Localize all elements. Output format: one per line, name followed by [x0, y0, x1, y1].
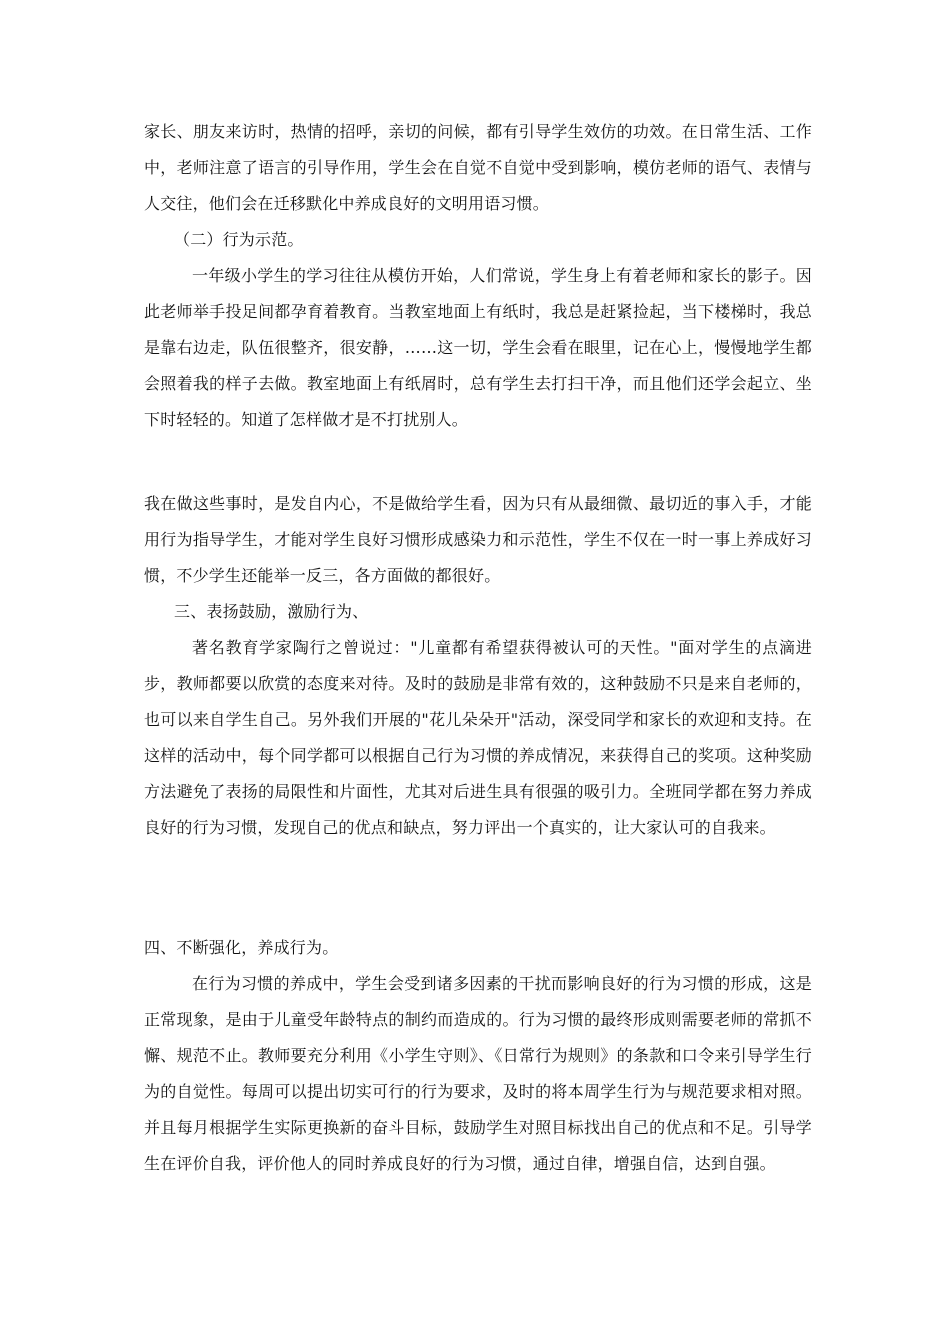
paragraph-sincere-example: 我在做这些事时，是发自内心，不是做给学生看，因为只有从最细微、最切近的事入手，才能用行为指导学生，才能对学生良好习惯形成感染力和示范性，学生不仅在一时一事上养成好习惯，不少学生还能举一反三，各方面做的都很好。: [144, 494, 812, 585]
paragraph-reinforcement: 在行为习惯的养成中，学生会受到诸多因素的干扰而影响良好的行为习惯的形成，这是正常现象，是由于儿童受年龄特点的制约而造成的。行为习惯的最终形成则需要老师的常抓不懈、规范不止。教师要充分利用《小学生守则》、《日常行为规则》的条款和口令来引导学生行为的自觉性。每周可以提出切实可行的行为要求，及时的将本周学生行为与规范要求相对照。并且每月根据学生实际更换新的奋斗目标，鼓励学生对照目标找出自己的优点和不足。引导学生在评价自我，评价他人的同时养成良好的行为习惯，通过自律，增强自信，达到自强。: [144, 974, 812, 1173]
heading-behavior-demonstration: （二）行为示范。: [174, 230, 304, 249]
paragraph-praise: 著名教育学家陶行之曾说过："儿童都有希望获得被认可的天性。"面对学生的点滴进步，教师都要以欣赏的态度来对待。及时的鼓励是非常有效的，这种鼓励不只是来自老师的，也可以来自学生自己。另外我们开展的"花儿朵朵开"活动，深受同学和家长的欢迎和支持。在这样的活动中，每个同学都可以根据自己行为习惯的养成情况，来获得自己的奖项。这种奖励方法避免了表扬的局限性和片面性，尤其对后进生具有很强的吸引力。全班同学都在努力养成良好的行为习惯，发现自己的优点和缺点，努力评出一个真实的，让大家认可的自我来。: [144, 638, 812, 837]
heading-praise-encouragement: 三、表扬鼓励，激励行为、: [174, 602, 369, 621]
paragraph-imitation: 一年级小学生的学习往往从模仿开始，人们常说，学生身上有着老师和家长的影子。因此老师举手投足间都孕育着教育。当教室地面上有纸时，我总是赶紧捡起，当下楼梯时，我总是靠右边走，队伍很整齐，很安静，……这一切，学生会看在眼里，记在心上，慢慢地学生都会照着我的样子去做。教室地面上有纸屑时，总有学生去打扫干净，而且他们还学会起立、坐下时轻轻的。知道了怎样做才是不打扰别人。: [144, 266, 812, 429]
heading-reinforcement: 四、不断强化，养成行为。: [144, 938, 339, 957]
paragraph-language-guidance: 家长、朋友来访时，热情的招呼，亲切的问候，都有引导学生效仿的功效。在日常生活、工作中，老师注意了语言的引导作用，学生会在自觉不自觉中受到影响，模仿老师的语气、表情与人交往，他们会在迁移默化中养成良好的文明用语习惯。: [144, 122, 812, 213]
